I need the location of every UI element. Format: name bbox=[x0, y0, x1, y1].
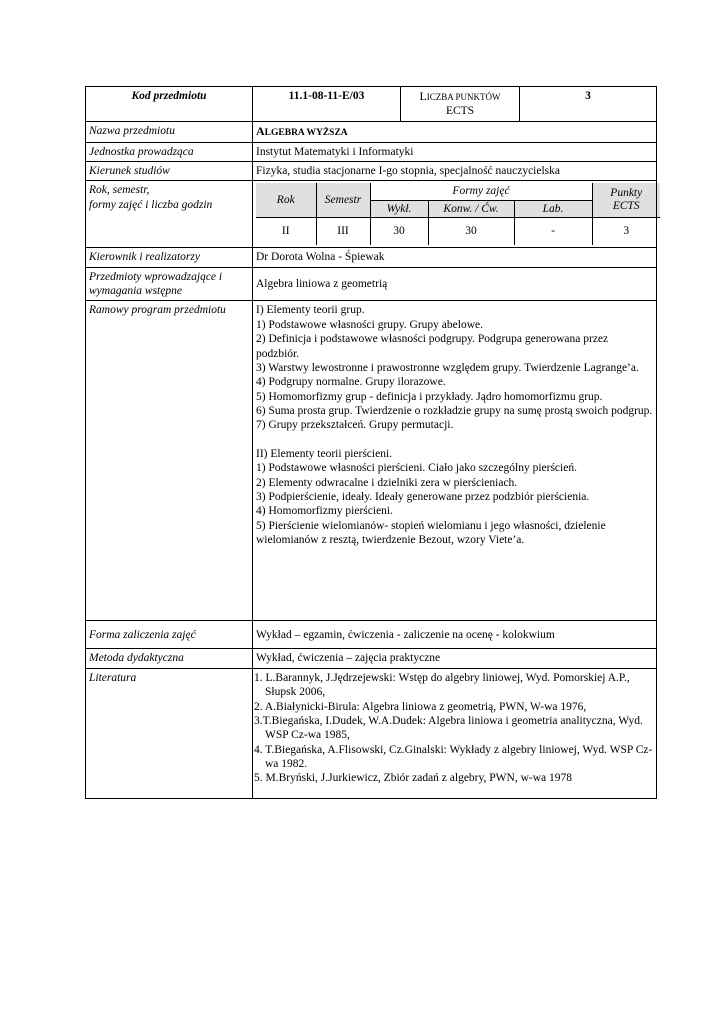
kierownik-value: Dr Dorota Wolna - Śpiewak bbox=[253, 247, 657, 267]
row-kierunek bbox=[86, 162, 657, 181]
program-line: 4) Podgrupy normalne. Grupy ilorazowe. bbox=[256, 376, 446, 389]
row-przedmioty bbox=[86, 267, 657, 301]
row-forma bbox=[86, 621, 657, 649]
kod-value: 11.1-08-11-E/03 bbox=[253, 87, 401, 122]
program-line: 7) Grupy przekształceń. Grupy permutacji. bbox=[256, 419, 454, 432]
literatura-content bbox=[253, 668, 657, 798]
wykl-value: 30 bbox=[370, 218, 428, 245]
schedule-table bbox=[256, 183, 660, 244]
kierunek-label: Kierunek studiów bbox=[86, 162, 253, 181]
metoda-value: Wykład, ćwiczenia – zajęcia praktyczne bbox=[253, 649, 657, 668]
program-line: 6) Suma prosta grup. Twierdzenie o rozkładzie grupy na sumę prostą swoich podgrup. bbox=[256, 405, 653, 417]
literatura-label: Literatura bbox=[86, 668, 253, 798]
lab-header: Lab. bbox=[514, 200, 592, 217]
punkty-header: Punkty ECTS bbox=[592, 183, 660, 217]
kierunek-value: Fizyka, studia stacjonarne I-go stopnia, specjalność nauczycielska bbox=[253, 162, 657, 181]
program-content bbox=[253, 301, 657, 621]
literatura-item: 5. M.Bryński, J.Jurkiewicz, Zbiór zadań z algebry, PWN, w-wa 1978 bbox=[254, 772, 572, 785]
program-line: 3) Podpierścienie, ideały. Ideały generowane przez podzbiór pierścienia. bbox=[256, 490, 590, 503]
row-metoda bbox=[86, 649, 657, 668]
program-line: 4) Homomorfizmy pierścieni. bbox=[256, 505, 394, 518]
formy-header: Formy zajęć bbox=[370, 183, 592, 200]
course-syllabus-table bbox=[85, 86, 657, 799]
semestr-value: III bbox=[316, 218, 370, 245]
wykl-header: Wykł. bbox=[370, 200, 428, 217]
ects-points-value: 3 bbox=[592, 218, 660, 245]
nazwa-label: Nazwa przedmiotu bbox=[86, 121, 253, 142]
row-program bbox=[86, 301, 657, 621]
konw-header: Konw. / Ćw. bbox=[428, 200, 514, 217]
jednostka-label: Jednostka prowadząca bbox=[86, 142, 253, 161]
jednostka-value: Instytut Matematyki i Informatyki bbox=[253, 142, 657, 161]
literatura-item: 2. A.Białynicki-Birula: Algebra liniowa z geometrią, PWN, W-wa 1976, bbox=[254, 700, 587, 713]
literatura-item: 1. L.Barannyk, J.Jędrzejewski: Wstęp do algebry liniowej, Wyd. Pomorskiej A.P., Słupsk 2006, bbox=[254, 671, 630, 699]
row-rok-semestr bbox=[86, 181, 657, 247]
program-line: 3) Warstwy lewostronne i prawostronne względem grupy. Twierdzenie Lagrange’a. bbox=[256, 361, 639, 374]
przedmioty-value: Algebra liniowa z geometrią bbox=[253, 267, 657, 301]
literatura-item: 4. T.Biegańska, A.Flisowski, Cz.Ginalski: Wykłady z algebry liniowej, Wyd. WSP Cz-wa 1982. bbox=[254, 743, 653, 770]
rok-value: II bbox=[256, 218, 316, 245]
nazwa-value: ALGEBRA WYŻSZA bbox=[253, 121, 657, 142]
forma-value: Wykład – egzamin, ćwiczenia - zaliczenie na ocenę - kolokwium bbox=[253, 621, 657, 649]
semestr-header: Semestr bbox=[316, 183, 370, 217]
metoda-label: Metoda dydaktyczna bbox=[86, 649, 253, 668]
rok-header: Rok bbox=[256, 183, 316, 217]
przedmioty-label: Przedmioty wprowadzające i wymagania wstępne bbox=[86, 267, 253, 301]
ects-label: LICZBA PUNKTÓW ECTS bbox=[401, 87, 520, 122]
schedule-cell bbox=[253, 181, 657, 247]
program-line: 2) Definicja i podstawowe własności podgrupy. Podgrupa generowana przez podzbiór. bbox=[256, 333, 609, 360]
program-line: 5) Pierścienie wielomianów- stopień wielomianu i jego własności, dzielenie wielomianów z resztą, twierdzenie Bezout, wzory Viete’a. bbox=[256, 519, 606, 546]
kierownik-label: Kierownik i realizatorzy bbox=[86, 247, 253, 267]
literatura-item: 3.T.Biegańska, I.Dudek, W.A.Dudek: Algebra liniowa i geometria analityczna, Wyd. WSP Cz-wa 1985, bbox=[254, 714, 643, 742]
rok-label: Rok, semestr, formy zajęć i liczba godzin bbox=[86, 181, 253, 247]
ects-value: 3 bbox=[520, 87, 657, 122]
konw-value: 30 bbox=[428, 218, 514, 245]
row-kierownik bbox=[86, 247, 657, 267]
forma-label: Forma zaliczenia zajęć bbox=[86, 621, 253, 649]
row-literatura bbox=[86, 668, 657, 798]
lab-value: - bbox=[514, 218, 592, 245]
program-line: 1) Podstawowe własności pierścieni. Ciało jako szczególny pierścień. bbox=[256, 462, 577, 475]
kod-label: Kod przedmiotu bbox=[86, 87, 253, 122]
row-jednostka bbox=[86, 142, 657, 161]
program-line: 1) Podstawowe własności grupy. Grupy abelowe. bbox=[256, 318, 483, 331]
program-line: II) Elementy teorii pierścieni. bbox=[256, 447, 393, 460]
program-line: I) Elementy teorii grup. bbox=[256, 304, 365, 317]
program-line: 5) Homomorfizmy grup - definicja i przykłady. Jądro homomorfizmu grup. bbox=[256, 390, 603, 403]
header-row bbox=[86, 87, 657, 122]
row-nazwa bbox=[86, 121, 657, 142]
program-label: Ramowy program przedmiotu bbox=[86, 301, 253, 621]
program-line: 2) Elementy odwracalne i dzielniki zera w pierścieniach. bbox=[256, 476, 518, 489]
